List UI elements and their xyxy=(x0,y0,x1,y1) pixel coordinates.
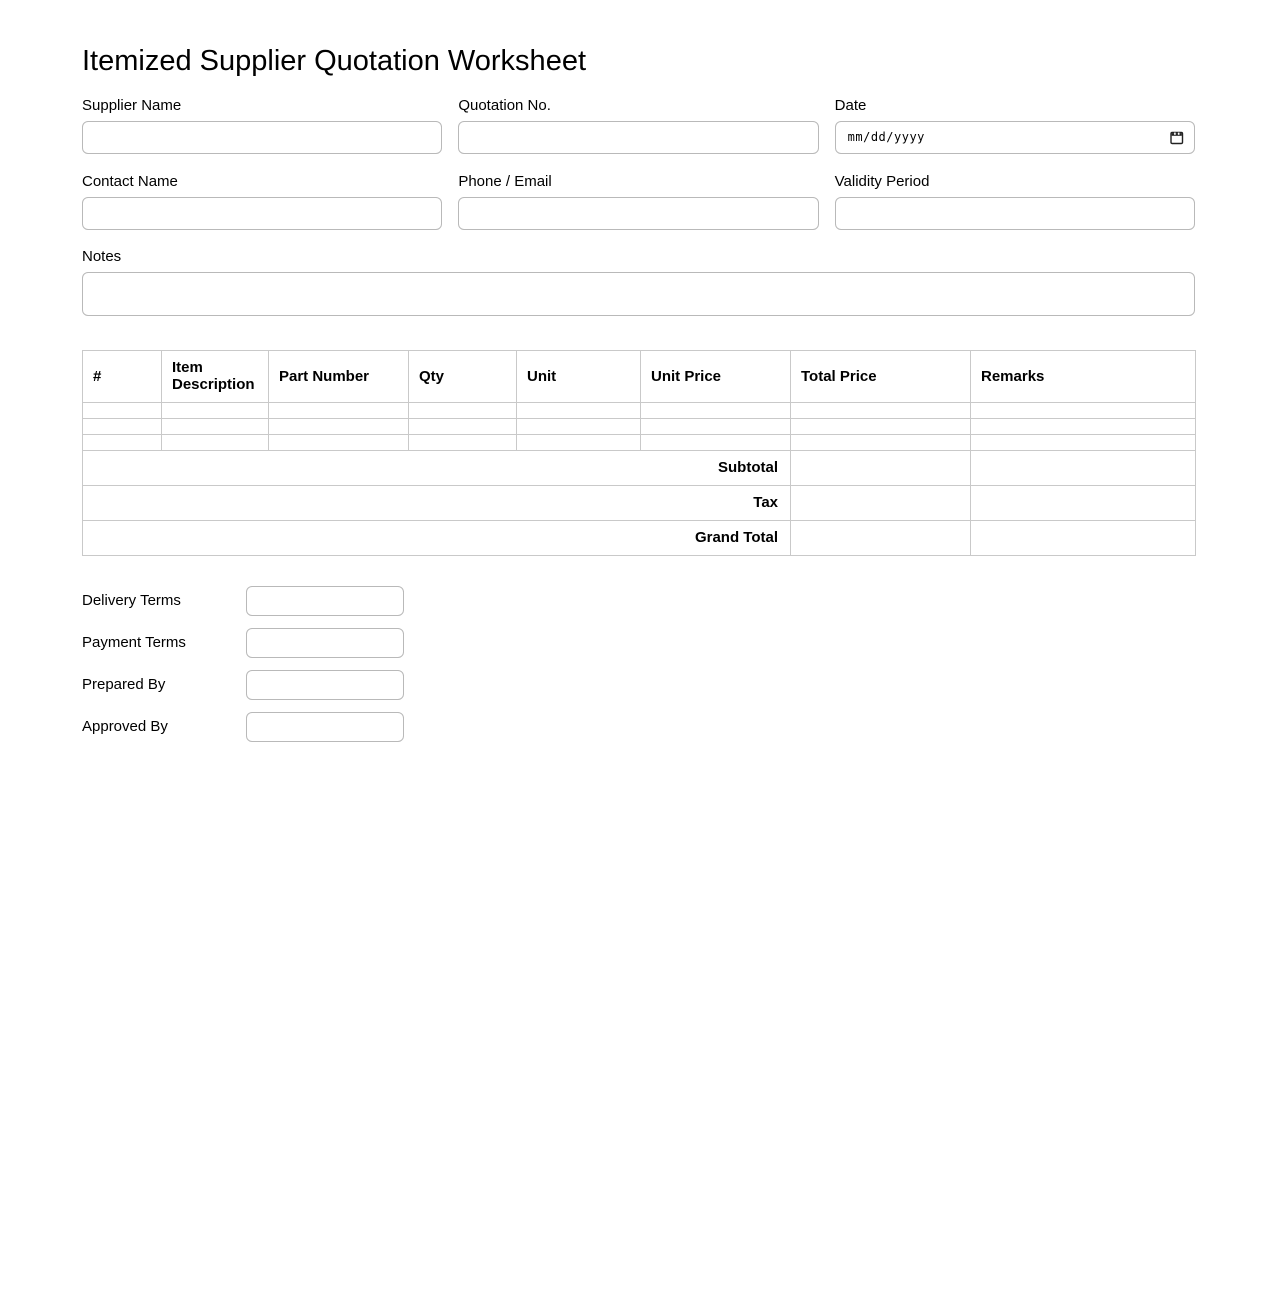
item-cell-description xyxy=(162,434,269,450)
item-cell-unit xyxy=(517,418,641,434)
payment-terms-label: Payment Terms xyxy=(82,633,186,651)
delivery-terms-input[interactable] xyxy=(246,586,404,616)
supplier-name-label: Supplier Name xyxy=(82,96,182,114)
item-cell-description xyxy=(162,402,269,418)
payment-terms-input[interactable] xyxy=(246,628,404,658)
item-row xyxy=(83,434,1196,450)
footer-fields xyxy=(82,586,1195,742)
prepared-by-label: Prepared By xyxy=(82,675,166,693)
item-cell-unit xyxy=(517,434,641,450)
quotation-no-label: Quotation No. xyxy=(458,96,551,114)
item-cell-unit-price xyxy=(641,434,791,450)
header-form xyxy=(82,97,1195,230)
item-cell-part-number xyxy=(269,402,409,418)
item-cell-part-number xyxy=(269,434,409,450)
subtotal-row xyxy=(83,450,1196,485)
date-field-group xyxy=(835,97,1195,154)
delivery-terms-label: Delivery Terms xyxy=(82,591,181,609)
date-placeholder: mm/dd/yyyy xyxy=(847,130,925,145)
notes-field-group xyxy=(82,248,1195,316)
phone-email-field-group xyxy=(458,173,818,230)
col-header-number: # xyxy=(83,350,162,402)
validity-period-input[interactable] xyxy=(835,197,1195,230)
grand-total-label: Grand Total xyxy=(83,520,791,555)
item-cell-unit-price xyxy=(641,402,791,418)
approved-by-field-group xyxy=(82,712,1195,742)
quotation-items-table xyxy=(82,350,1196,556)
notes-input[interactable] xyxy=(82,272,1195,316)
date-input[interactable] xyxy=(835,121,1195,154)
grand-total-remarks-cell xyxy=(971,520,1196,555)
item-cell-number xyxy=(83,402,162,418)
supplier-name-input[interactable] xyxy=(82,121,442,154)
item-cell-qty xyxy=(409,418,517,434)
payment-terms-field-group xyxy=(82,628,1195,658)
col-header-total-price: Total Price xyxy=(791,350,971,402)
notes-label: Notes xyxy=(82,247,122,265)
item-cell-number xyxy=(83,434,162,450)
prepared-by-field-group xyxy=(82,670,1195,700)
delivery-terms-field-group xyxy=(82,586,1195,616)
item-cell-remarks xyxy=(971,434,1196,450)
tax-row xyxy=(83,485,1196,520)
prepared-by-input[interactable] xyxy=(246,670,404,700)
page-title: Itemized Supplier Quotation Worksheet xyxy=(82,45,587,77)
item-cell-total-price xyxy=(791,418,971,434)
item-cell-total-price xyxy=(791,434,971,450)
validity-period-field-group xyxy=(835,173,1195,230)
subtotal-total-price-cell xyxy=(791,450,971,485)
contact-name-label: Contact Name xyxy=(82,172,178,190)
item-cell-unit xyxy=(517,402,641,418)
item-cell-part-number xyxy=(269,418,409,434)
item-cell-qty xyxy=(409,434,517,450)
contact-name-input[interactable] xyxy=(82,197,442,230)
phone-email-label: Phone / Email xyxy=(458,172,552,190)
subtotal-remarks-cell xyxy=(971,450,1196,485)
col-header-part-number: Part Number xyxy=(269,350,409,402)
item-cell-unit-price xyxy=(641,418,791,434)
quotation-no-field-group xyxy=(458,97,818,154)
phone-email-input[interactable] xyxy=(458,197,818,230)
validity-period-label: Validity Period xyxy=(834,172,930,190)
tax-total-price-cell xyxy=(791,485,971,520)
item-cell-remarks xyxy=(971,418,1196,434)
tax-label: Tax xyxy=(83,485,791,520)
item-row xyxy=(83,402,1196,418)
col-header-unit-price: Unit Price xyxy=(641,350,791,402)
table-header-row xyxy=(83,350,1196,402)
date-label: Date xyxy=(834,96,867,114)
grand-total-row xyxy=(83,520,1196,555)
calendar-icon[interactable] xyxy=(1170,130,1184,145)
item-cell-qty xyxy=(409,402,517,418)
item-row xyxy=(83,418,1196,434)
approved-by-label: Approved By xyxy=(82,717,168,735)
subtotal-label: Subtotal xyxy=(83,450,791,485)
col-header-remarks: Remarks xyxy=(971,350,1196,402)
item-cell-description xyxy=(162,418,269,434)
contact-name-field-group xyxy=(82,173,442,230)
supplier-name-field-group xyxy=(82,97,442,154)
col-header-item-description: Item Description xyxy=(162,350,269,402)
item-cell-number xyxy=(83,418,162,434)
col-header-qty: Qty xyxy=(409,350,517,402)
item-cell-remarks xyxy=(971,402,1196,418)
tax-remarks-cell xyxy=(971,485,1196,520)
approved-by-input[interactable] xyxy=(246,712,404,742)
grand-total-total-price-cell xyxy=(791,520,971,555)
item-cell-total-price xyxy=(791,402,971,418)
quotation-no-input[interactable] xyxy=(458,121,818,154)
col-header-unit: Unit xyxy=(517,350,641,402)
